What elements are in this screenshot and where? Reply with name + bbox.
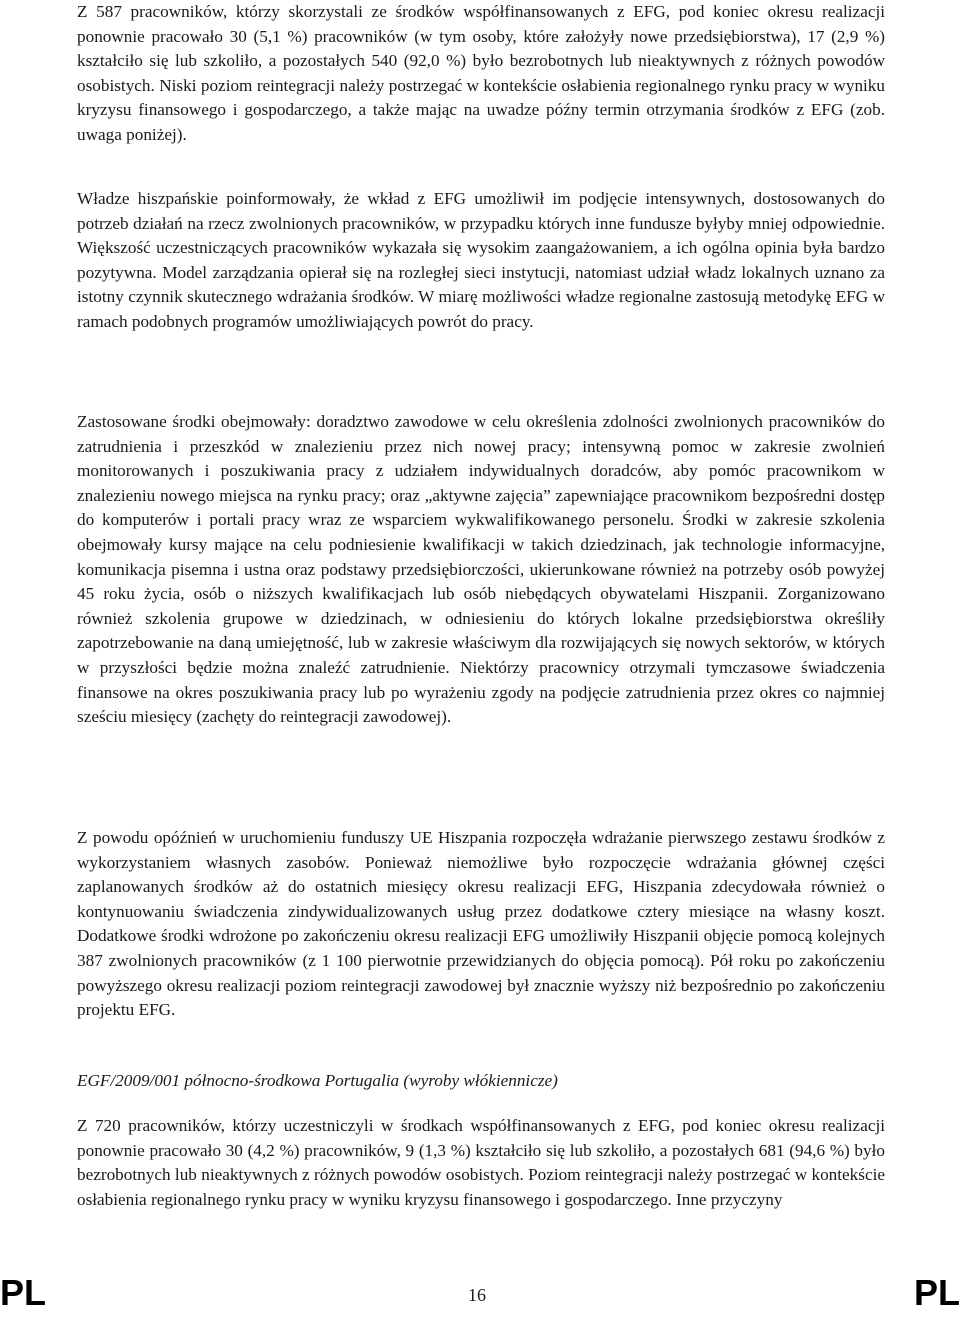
- paragraph-funding-delay: Z powodu opóźnień w uruchomieniu funduszy UE Hiszpania rozpoczęła wdrażanie pierwszego zestawu środków z wykorzystaniem własnych zasobów. Ponieważ niemożliwe było rozpoczęcie wdrażania głównej części zaplanowanych środków aż do ostatnich miesięcy okresu realizacji EFG, Hiszpania zdecydowała również o kontynuowaniu świadczenia zindywidualizowanych usług przez dodatkowe cztery miesiące na własny koszt. Dodatkowe środki wdrożone po zakończeniu okresu realizacji EFG umożliwiły Hiszpanii objęcie pomocą kolejnych 387 zwolnionych pracowników (z 1 100 pierwotnie przewidzianych do objęcia pomocą). Pół roku po zakończeniu powyższego okresu realizacji poziom reintegracji zawodowej był znacznie wyższy niż bezpośrednio po zakończeniu projektu EFG.: [77, 828, 885, 1020]
- paragraph-reintegration-results: Z 587 pracowników, którzy skorzystali ze środków współfinansowanych z EFG, pod koniec okresu realizacji ponownie pracowało 30 (5,1 %) pracowników (w tym osoby, które założyły nowe przedsiębiorstwa), 17 (2,9 %) kształciło się lub szkoliło, a pozostałych 540 (92,0 %) było bezrobotnych lub nieaktywnych z różnych powodów osobistych. Niski poziom reintegracji należy postrzegać w kontekście osłabienia regionalnego rynku pracy w wyniku kryzysu finansowego i gospodarczego, a także mając na uwadze późny termin otrzymania środków z EFG (zob. uwaga poniżej).: [77, 2, 885, 144]
- footer-language-code-left: PL: [0, 1272, 47, 1313]
- footer-language-code-right: PL: [913, 1272, 960, 1313]
- paragraph-measures-applied: Zastosowane środki obejmowały: doradztwo zawodowe w celu określenia zdolności zwolnionych pracowników do zatrudnienia i przeszkód w znalezieniu przez nich nowej pracy; intensywną pomoc w zakresie zwolnień monitorowanych i poszukiwania pracy z udziałem indywidualnych doradców, aby pomóc pracownikom w znalezieniu nowego miejsca na rynku pracy; oraz „aktywne zajęcia” zapewniające pracownikom bezpośredni dostęp do komputerów i portali pracy wraz ze wsparciem wykwalifikowanego personelu. Środki w zakresie szkolenia obejmowały kursy mające na celu podniesienie kwalifikacji w takich dziedzinach, jak technologie informacyjne, komunikacja pisemna i ustna oraz podstawy przedsiębiorczości, ukierunkowane również na potrzeby osób powyżej 45 roku życia, osób o niższych kwalifikacjach lub osób niebędących obywatelami Hiszpanii. Zorganizowano również szkolenia grupowe w dziedzinach, w odniesieniu do których lokalne przedsiębiorstwa określiły zapotrzebowanie na daną umiejętność, lub w zakresie właściwym dla rozwijających się nowych sektorów, w których w przyszłości będzie można znaleźć zatrudnienie. Niektórzy pracownicy otrzymali tymczasowe świadczenia finansowe na okres poszukiwania pracy lub po wyrażeniu zgody na podjęcie zatrudnienia przez okres co najmniej sześciu miesięcy (zachęty do reintegracji zawodowej).: [77, 412, 885, 727]
- section-heading-egf-portugal: EGF/2009/001 północno-środkowa Portugalia (wyroby włókiennicze): [77, 1071, 558, 1090]
- paragraph-spanish-authorities: Władze hiszpańskie poinformowały, że wkład z EFG umożliwił im podjęcie intensywnych, dostosowanych do potrzeb działań na rzecz zwolnionych pracowników, w przypadku których inne fundusze byłyby mniej odpowiednie. Większość uczestniczących pracowników wykazała się wysokim zaangażowaniem, a ich ogólna opinia była bardzo pozytywna. Model zarządzania opierał się na rozległej sieci instytucji, natomiast udział władz lokalnych uznano za istotny czynnik skutecznego wdrażania środków. W miarę możliwości władze regionalne zastosują metodykę EFG w ramach podobnych programów umożliwiających powrót do pracy.: [77, 189, 885, 331]
- page-number: 16: [468, 1285, 486, 1305]
- paragraph-portugal-results: Z 720 pracowników, którzy uczestniczyli w środkach współfinansowanych z EFG, pod koniec okresu realizacji ponownie pracowało 30 (4,2 %) pracowników, 9 (1,3 %) kształciło się lub szkoliło, a pozostałych 681 (94,6 %) było bezrobotnych lub nieaktywnych z różnych powodów osobistych. Poziom reintegracji należy postrzegać w kontekście osłabienia regionalnego rynku pracy w wyniku kryzysu finansowego i gospodarczego. Inne przyczyny: [77, 1116, 885, 1209]
